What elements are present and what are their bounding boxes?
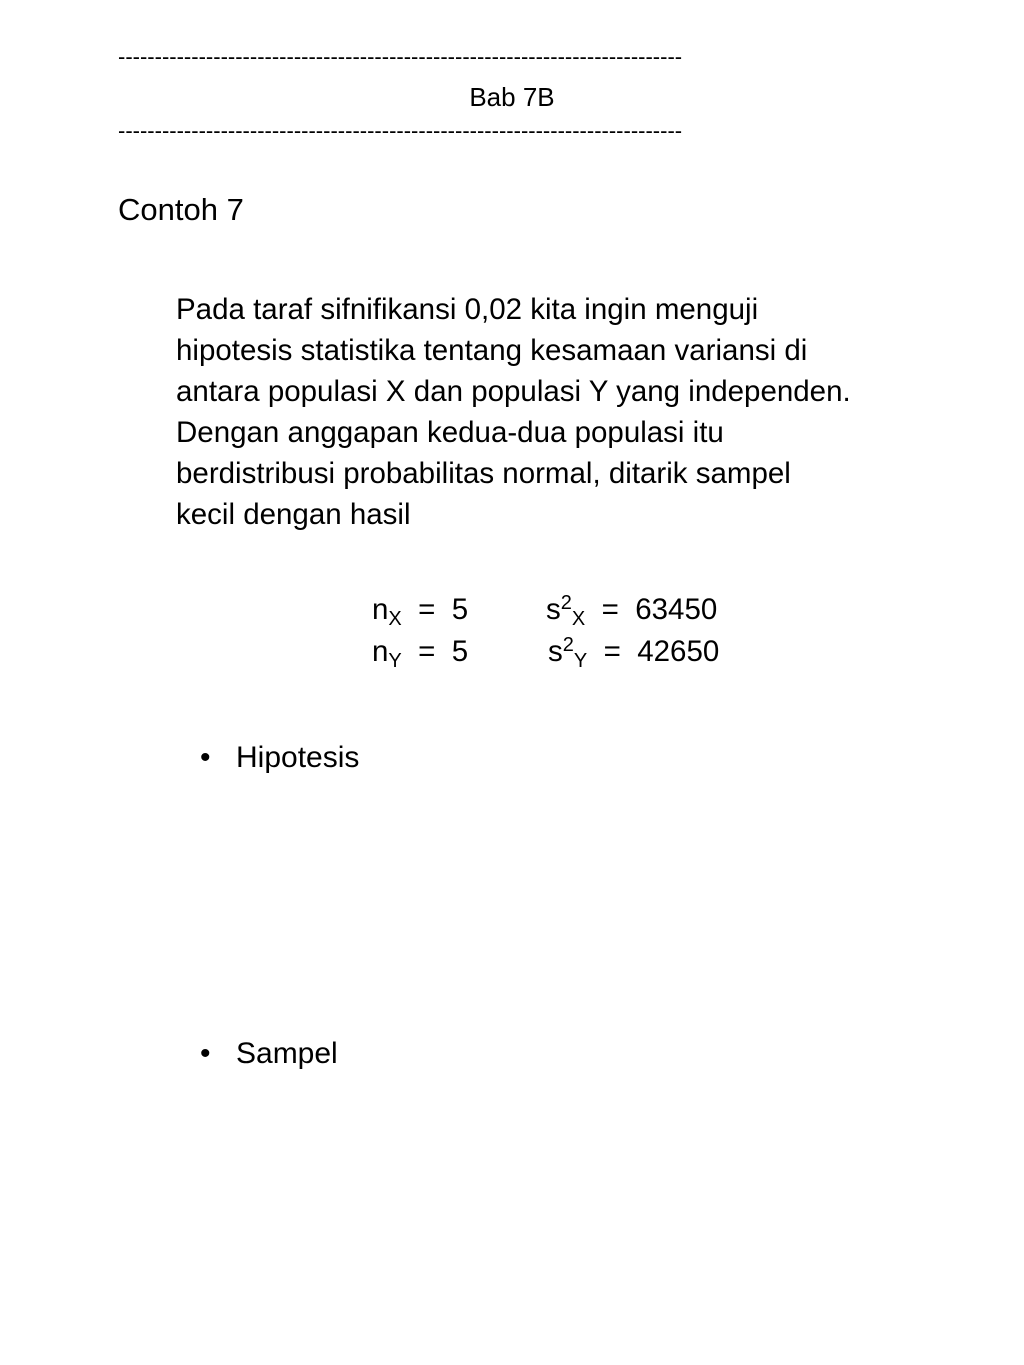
problem-line: hipotesis statistika tentang kesamaan variansi di [176, 334, 808, 367]
bullet-label: Sampel [236, 1037, 338, 1070]
bullet-item-hipotesis [200, 740, 359, 776]
top-dashed-rule: ----------------------------------------------------------------------------- [118, 44, 683, 69]
bullet-label: Hipotesis [236, 741, 360, 774]
problem-statement [176, 289, 976, 535]
sample-variance-x: $s^2_X = 63450$ [546, 592, 718, 630]
chapter-heading: Bab 7B [469, 82, 555, 112]
sample-size-y: $n_Y = 5$ [372, 635, 469, 672]
problem-line: antara populasi X dan populasi Y yang independen. [176, 375, 851, 408]
problem-line: kecil dengan hasil [176, 498, 411, 531]
bullet-icon: • [200, 741, 211, 774]
bullet-item-sampel [200, 1036, 338, 1072]
problem-line: Dengan anggapan kedua-dua populasi itu [176, 416, 724, 449]
sample-size-x: $n_X = 5$ [372, 593, 469, 630]
bottom-dashed-rule: ----------------------------------------------------------------------------- [118, 118, 683, 143]
problem-line: berdistribusi probabilitas normal, ditarik sampel [176, 457, 791, 490]
bullet-icon: • [200, 1037, 211, 1070]
sample-variance-y: $s^2_Y = 42650$ [548, 634, 720, 672]
example-title: Contoh 7 [118, 192, 244, 227]
problem-line: Pada taraf sifnifikansi 0,02 kita ingin menguji [176, 293, 759, 326]
